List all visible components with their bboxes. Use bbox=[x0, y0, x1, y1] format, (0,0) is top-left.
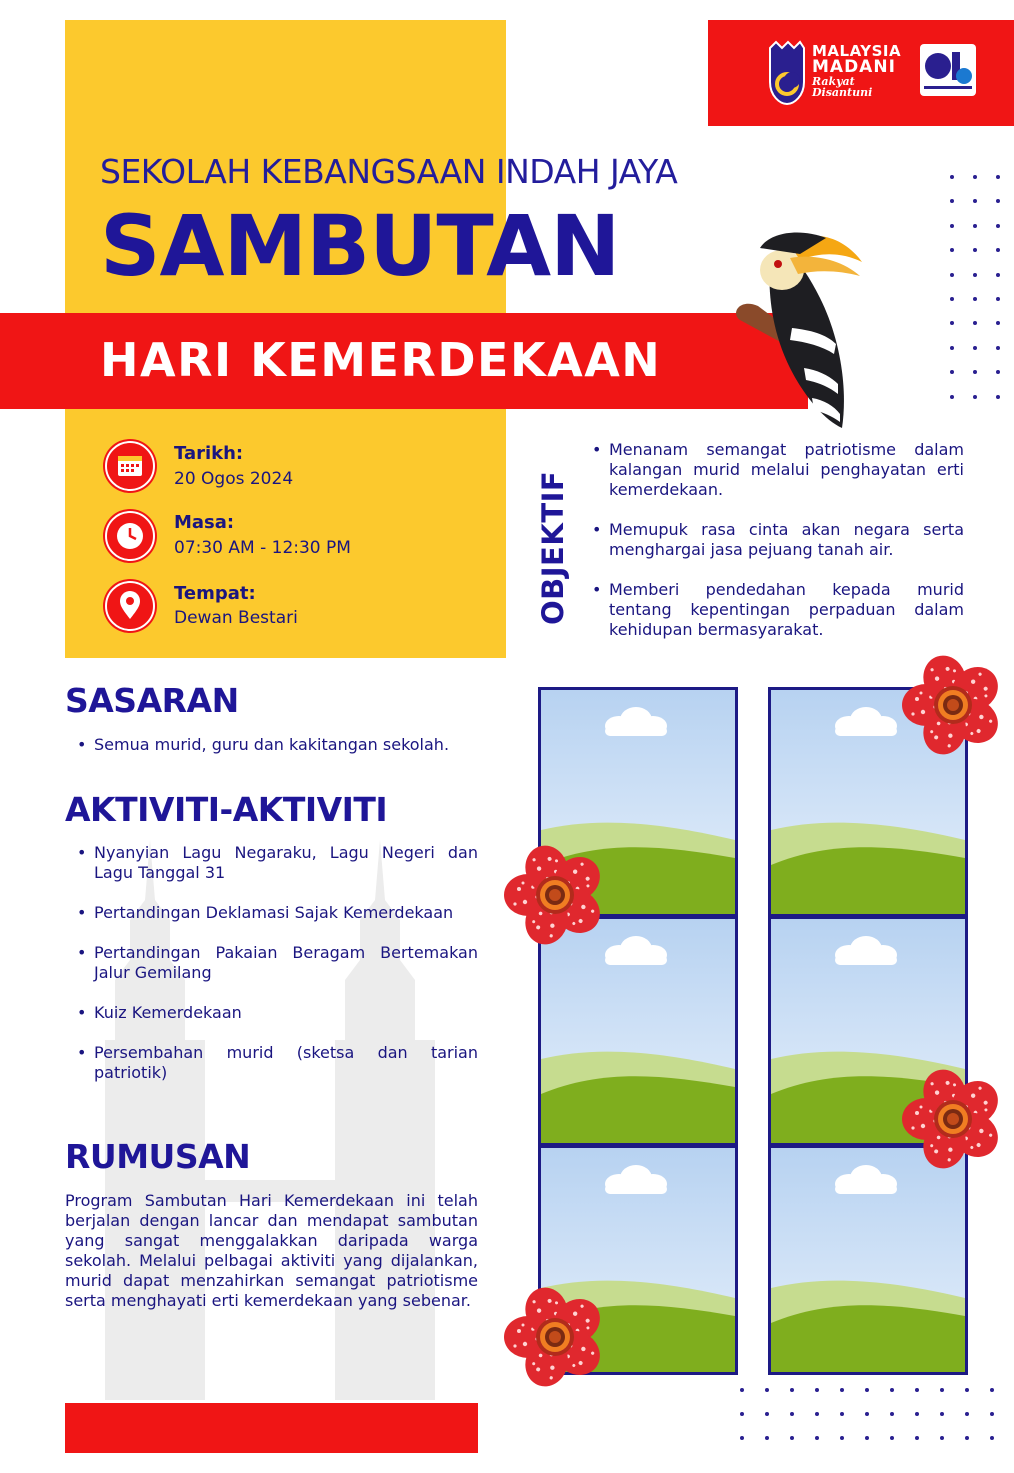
objektif-item: • Menanam semangat patriotisme dalam kalangan murid melalui penghayatan erti kemerdekaan. bbox=[592, 440, 964, 500]
decor-dot bbox=[973, 273, 977, 277]
rafflesia-flower bbox=[502, 1284, 608, 1394]
decor-dot bbox=[996, 395, 1000, 399]
info-label-date: Tarikh: bbox=[174, 443, 244, 464]
page-subtitle: HARI KEMERDEKAAN bbox=[100, 333, 662, 387]
decor-dot bbox=[965, 1436, 969, 1440]
decor-dot bbox=[950, 321, 954, 325]
rafflesia-icon bbox=[502, 1284, 608, 1390]
dot-grid-top bbox=[950, 175, 1010, 405]
rumusan-paragraph: Program Sambutan Hari Kemerdekaan ini telah berjalan dengan lancar dan mendapat sambutan yang sangat menggalakkan daripada warga sekolah. Melalui pelbagai aktiviti yang dijalankan, murid dapat menzahirkan semangat patriotisme serta menghayati erti kemerdekaan yang sebenar. bbox=[65, 1191, 478, 1310]
decor-dot bbox=[990, 1388, 994, 1392]
decor-dot bbox=[996, 297, 1000, 301]
decor-dot bbox=[940, 1388, 944, 1392]
dot-grid-bottom bbox=[740, 1388, 1012, 1448]
decor-dot bbox=[973, 199, 977, 203]
info-value-time: 07:30 AM - 12:30 PM bbox=[174, 538, 351, 558]
rafflesia-flower bbox=[900, 1066, 1006, 1176]
svg-text:OBJEKTIF: OBJEKTIF bbox=[536, 470, 570, 625]
decor-dot bbox=[950, 370, 954, 374]
decor-dot bbox=[790, 1388, 794, 1392]
aktiviti-item: • Pertandingan Pakaian Beragam Bertemakan Jalur Gemilang bbox=[65, 943, 478, 983]
location-icon-circle bbox=[103, 579, 157, 633]
rafflesia-icon bbox=[502, 842, 608, 948]
decor-dot bbox=[790, 1412, 794, 1416]
decor-dot bbox=[950, 175, 954, 179]
hornbill-bird-illustration bbox=[730, 218, 870, 433]
decor-dot bbox=[940, 1436, 944, 1440]
decor-dot bbox=[765, 1412, 769, 1416]
landscape-placeholder-icon bbox=[541, 919, 735, 1143]
sasaran-item: • Semua murid, guru dan kakitangan sekolah. bbox=[65, 735, 478, 755]
calendar-icon-circle bbox=[103, 439, 157, 493]
decor-dot bbox=[973, 370, 977, 374]
decor-dot bbox=[965, 1412, 969, 1416]
ministry-emblem-icon bbox=[916, 40, 980, 100]
decor-dot bbox=[915, 1412, 919, 1416]
aktiviti-item: • Persembahan murid (sketsa dan tarian patriotik) bbox=[65, 1043, 478, 1083]
decor-dot bbox=[996, 175, 1000, 179]
info-label-time: Masa: bbox=[174, 512, 235, 533]
decor-dot bbox=[996, 248, 1000, 252]
decor-dot bbox=[973, 395, 977, 399]
decor-dot bbox=[990, 1412, 994, 1416]
decor-dot bbox=[996, 224, 1000, 228]
decor-dot bbox=[990, 1436, 994, 1440]
rumusan-heading: RUMUSAN bbox=[65, 1137, 251, 1176]
decor-dot bbox=[890, 1412, 894, 1416]
decor-dot bbox=[950, 224, 954, 228]
sasaran-heading: SASARAN bbox=[65, 681, 239, 720]
aktiviti-item: • Nyanyian Lagu Negaraku, Lagu Negeri dan Lagu Tanggal 31 bbox=[65, 843, 478, 883]
decor-dot bbox=[890, 1436, 894, 1440]
objektif-heading bbox=[520, 440, 580, 630]
decor-dot bbox=[840, 1388, 844, 1392]
decor-dot bbox=[865, 1388, 869, 1392]
decor-dot bbox=[950, 273, 954, 277]
school-name: SEKOLAH KEBANGSAAN INDAH JAYA bbox=[100, 152, 678, 191]
logo-tagline: Rakyat Disantuni bbox=[812, 75, 873, 99]
logo-line2: MADANI bbox=[812, 57, 896, 77]
decor-dot bbox=[996, 273, 1000, 277]
decor-dot bbox=[840, 1412, 844, 1416]
rafflesia-icon bbox=[900, 1066, 1006, 1172]
calendar-icon bbox=[103, 439, 157, 493]
decor-dot bbox=[815, 1388, 819, 1392]
decor-dot bbox=[965, 1388, 969, 1392]
decor-dot bbox=[950, 199, 954, 203]
aktiviti-item: • Pertandingan Deklamasi Sajak Kemerdekaan bbox=[65, 903, 478, 923]
madani-logo-text bbox=[812, 44, 912, 98]
decor-dot bbox=[996, 199, 1000, 203]
decor-dot bbox=[973, 321, 977, 325]
sasaran-list bbox=[65, 735, 478, 755]
decor-dot bbox=[950, 297, 954, 301]
clock-icon-circle bbox=[103, 509, 157, 563]
decor-dot bbox=[996, 370, 1000, 374]
decor-dot bbox=[973, 248, 977, 252]
location-pin-icon bbox=[103, 579, 157, 633]
decor-dot bbox=[915, 1436, 919, 1440]
rafflesia-flower bbox=[502, 842, 608, 952]
decor-dot bbox=[973, 297, 977, 301]
aktiviti-heading: AKTIVITI-AKTIVITI bbox=[65, 790, 388, 829]
decor-dot bbox=[740, 1436, 744, 1440]
decor-dot bbox=[950, 346, 954, 350]
rafflesia-flower bbox=[900, 652, 1006, 762]
logo-line1: MALAYSIA bbox=[812, 42, 902, 60]
decor-dot bbox=[865, 1436, 869, 1440]
decor-dot bbox=[815, 1436, 819, 1440]
decor-dot bbox=[815, 1412, 819, 1416]
photo-placeholder-frame bbox=[768, 1145, 968, 1375]
decor-dot bbox=[765, 1436, 769, 1440]
decor-dot bbox=[950, 395, 954, 399]
decor-dot bbox=[790, 1436, 794, 1440]
info-value-date: 20 Ogos 2024 bbox=[174, 469, 294, 489]
info-label-venue: Tempat: bbox=[174, 583, 256, 604]
objektif-list bbox=[592, 440, 964, 660]
page-title: SAMBUTAN bbox=[100, 197, 620, 295]
decor-dot bbox=[765, 1388, 769, 1392]
objektif-item: • Memupuk rasa cinta akan negara serta menghargai jasa pejuang tanah air. bbox=[592, 520, 964, 560]
decor-dot bbox=[973, 346, 977, 350]
madani-emblem-icon bbox=[764, 38, 810, 106]
aktiviti-item: • Kuiz Kemerdekaan bbox=[65, 1003, 478, 1023]
decor-dot bbox=[996, 346, 1000, 350]
rafflesia-icon bbox=[900, 652, 1006, 758]
decor-dot bbox=[740, 1388, 744, 1392]
aktiviti-list bbox=[65, 843, 478, 1083]
info-value-venue: Dewan Bestari bbox=[174, 608, 298, 628]
objektif-item: • Memberi pendedahan kepada murid tentang kepentingan perpaduan dalam kehidupan bermasyarakat. bbox=[592, 580, 964, 640]
decor-dot bbox=[915, 1388, 919, 1392]
landscape-placeholder-icon bbox=[771, 1148, 965, 1372]
decor-dot bbox=[996, 321, 1000, 325]
footer-red-bar bbox=[65, 1403, 478, 1453]
decor-dot bbox=[840, 1436, 844, 1440]
clock-icon bbox=[103, 509, 157, 563]
decor-dot bbox=[865, 1412, 869, 1416]
decor-dot bbox=[740, 1412, 744, 1416]
decor-dot bbox=[950, 248, 954, 252]
decor-dot bbox=[890, 1388, 894, 1392]
decor-dot bbox=[940, 1412, 944, 1416]
decor-dot bbox=[973, 175, 977, 179]
decor-dot bbox=[973, 224, 977, 228]
